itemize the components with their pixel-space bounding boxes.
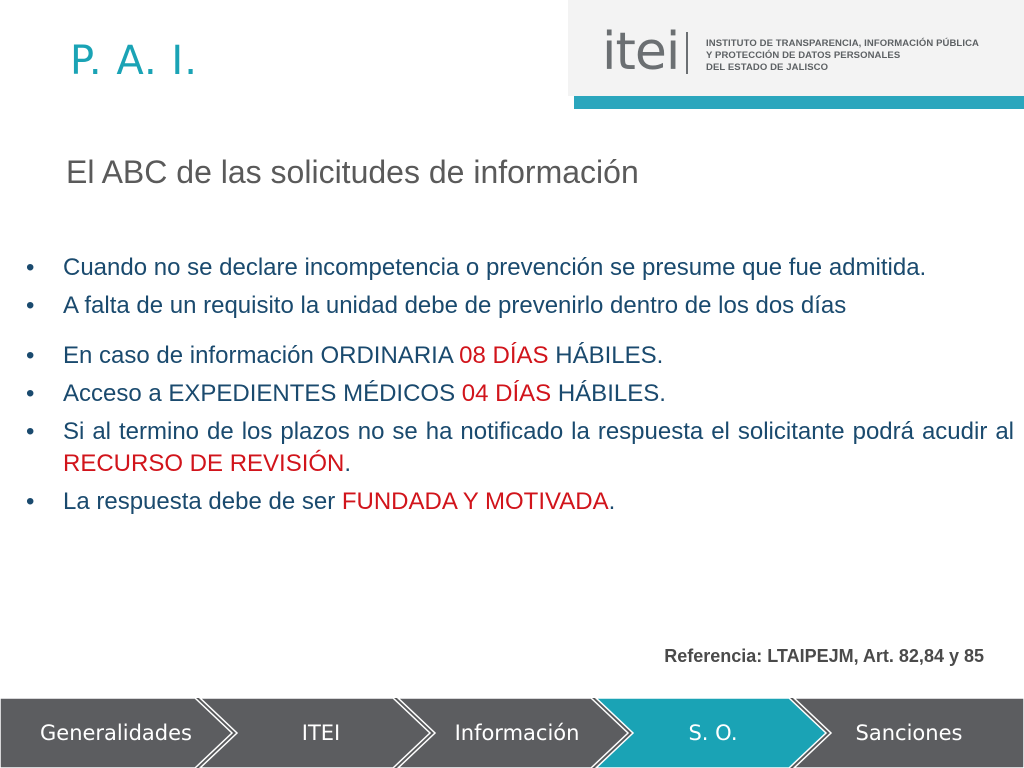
itei-logo <box>602 22 679 82</box>
bullet-text: . <box>608 488 616 515</box>
bullet-item <box>26 290 1014 322</box>
nav-item-label: S. O. <box>688 721 738 745</box>
bullet-text: . <box>344 450 352 477</box>
bullet-highlight: RECURSO DE REVISIÓN <box>63 450 345 477</box>
logo-line: INSTITUTO DE TRANSPARENCIA, INFORMACIÓN PÚBLICA <box>706 38 979 49</box>
nav-item-label: Generalidades <box>40 721 192 745</box>
nav-item-so[interactable] <box>614 698 812 768</box>
bullet-item <box>26 378 1014 410</box>
bullet-item <box>26 416 1014 480</box>
logo-divider <box>686 32 688 74</box>
bullet-text: HÁBILES. <box>551 380 666 407</box>
bullet-text: Si al termino de los plazos no se ha notificado la respuesta el solicitante podrá acudir al <box>63 418 1014 445</box>
bullet-highlight: 08 DÍAS <box>459 342 549 369</box>
slide-subtitle: El ABC de las solicitudes de información <box>66 154 639 190</box>
bullet-item <box>26 340 1014 372</box>
bullet-item <box>26 252 1014 284</box>
bullet-text: A falta de un requisito la unidad debe de prevenirlo dentro de los dos días <box>63 292 847 319</box>
page-title: P. A. I. <box>70 38 198 84</box>
nav-item-generalidades[interactable] <box>0 698 232 768</box>
nav-item-sanciones[interactable] <box>812 698 1006 768</box>
bullet-text: Acceso a EXPEDIENTES MÉDICOS <box>63 380 462 407</box>
nav-item-itei[interactable] <box>222 698 420 768</box>
logo-mark-text: itei <box>602 22 680 82</box>
logo-line: DEL ESTADO DE JALISCO <box>706 62 829 73</box>
bullet-text: En caso de información ORDINARIA <box>63 342 460 369</box>
bullet-text: HÁBILES. <box>548 342 664 369</box>
bullet-text: La respuesta debe de ser <box>63 488 342 515</box>
bullet-highlight: FUNDADA Y MOTIVADA <box>341 488 609 515</box>
bullet-list <box>26 252 1014 518</box>
nav-item-label: Información <box>454 721 580 745</box>
bullet-highlight: 04 DÍAS <box>461 380 552 407</box>
bullet-item <box>26 486 1014 518</box>
reference-note: Referencia: LTAIPEJM, Art. 82,84 y 85 <box>664 646 984 666</box>
nav-item-label: Sanciones <box>855 721 963 745</box>
logo-line: Y PROTECCIÓN DE DATOS PERSONALES <box>706 50 901 61</box>
logo-institution-name <box>706 38 979 74</box>
logo-accent-bar <box>574 96 1024 109</box>
nav-item-label: ITEI <box>301 721 341 745</box>
nav-item-informacion[interactable] <box>418 698 616 768</box>
bullet-text: Cuando no se declare incompetencia o prevención se presume que fue admitida. <box>63 254 927 281</box>
